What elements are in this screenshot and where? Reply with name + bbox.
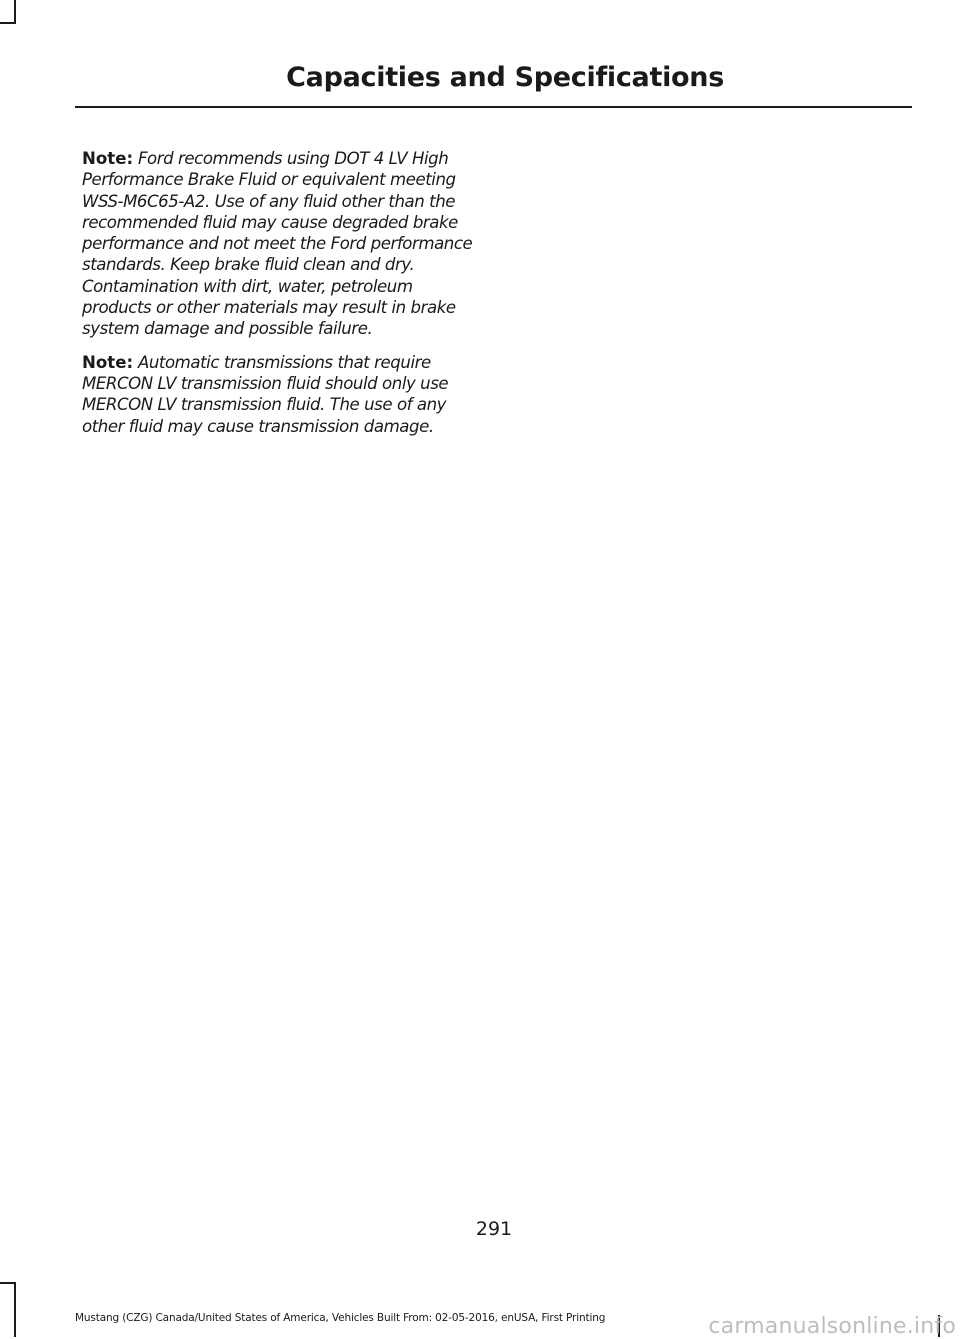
crop-mark xyxy=(0,22,16,24)
note-label: Note: xyxy=(82,352,134,372)
note-text: Automatic transmissions that require MERCON LV transmission fluid should only use MERCON LV transmission fluid. The use of any other fluid may cause transmission damage. xyxy=(82,352,449,436)
crop-mark xyxy=(14,1282,16,1337)
note-text: Ford recommends using DOT 4 LV High Performance Brake Fluid or equivalent meeting WSS-M6C65-A2. Use of any fluid other than the recommended fluid may cause degraded brake performance and not meet the Ford performance standards. Keep brake fluid clean and dry. Contamination with dirt, water, petroleum products or other materials may result in brake system damage and possible failure. xyxy=(82,149,473,339)
note-brake-fluid xyxy=(82,148,482,340)
page-number: 291 xyxy=(475,1218,513,1240)
watermark: carmanualsonline.info xyxy=(708,1314,956,1339)
header-divider xyxy=(75,106,912,108)
document-info: Mustang (CZG) Canada/United States of America, Vehicles Built From: 02-05-2016, enUSA, First Printing xyxy=(75,1312,606,1324)
crop-mark xyxy=(0,1282,16,1284)
crop-mark xyxy=(14,0,16,22)
page-content xyxy=(82,148,482,449)
page-title: Capacities and Specifications xyxy=(286,62,724,93)
note-label: Note: xyxy=(82,149,134,168)
note-transmission-fluid xyxy=(82,352,482,437)
